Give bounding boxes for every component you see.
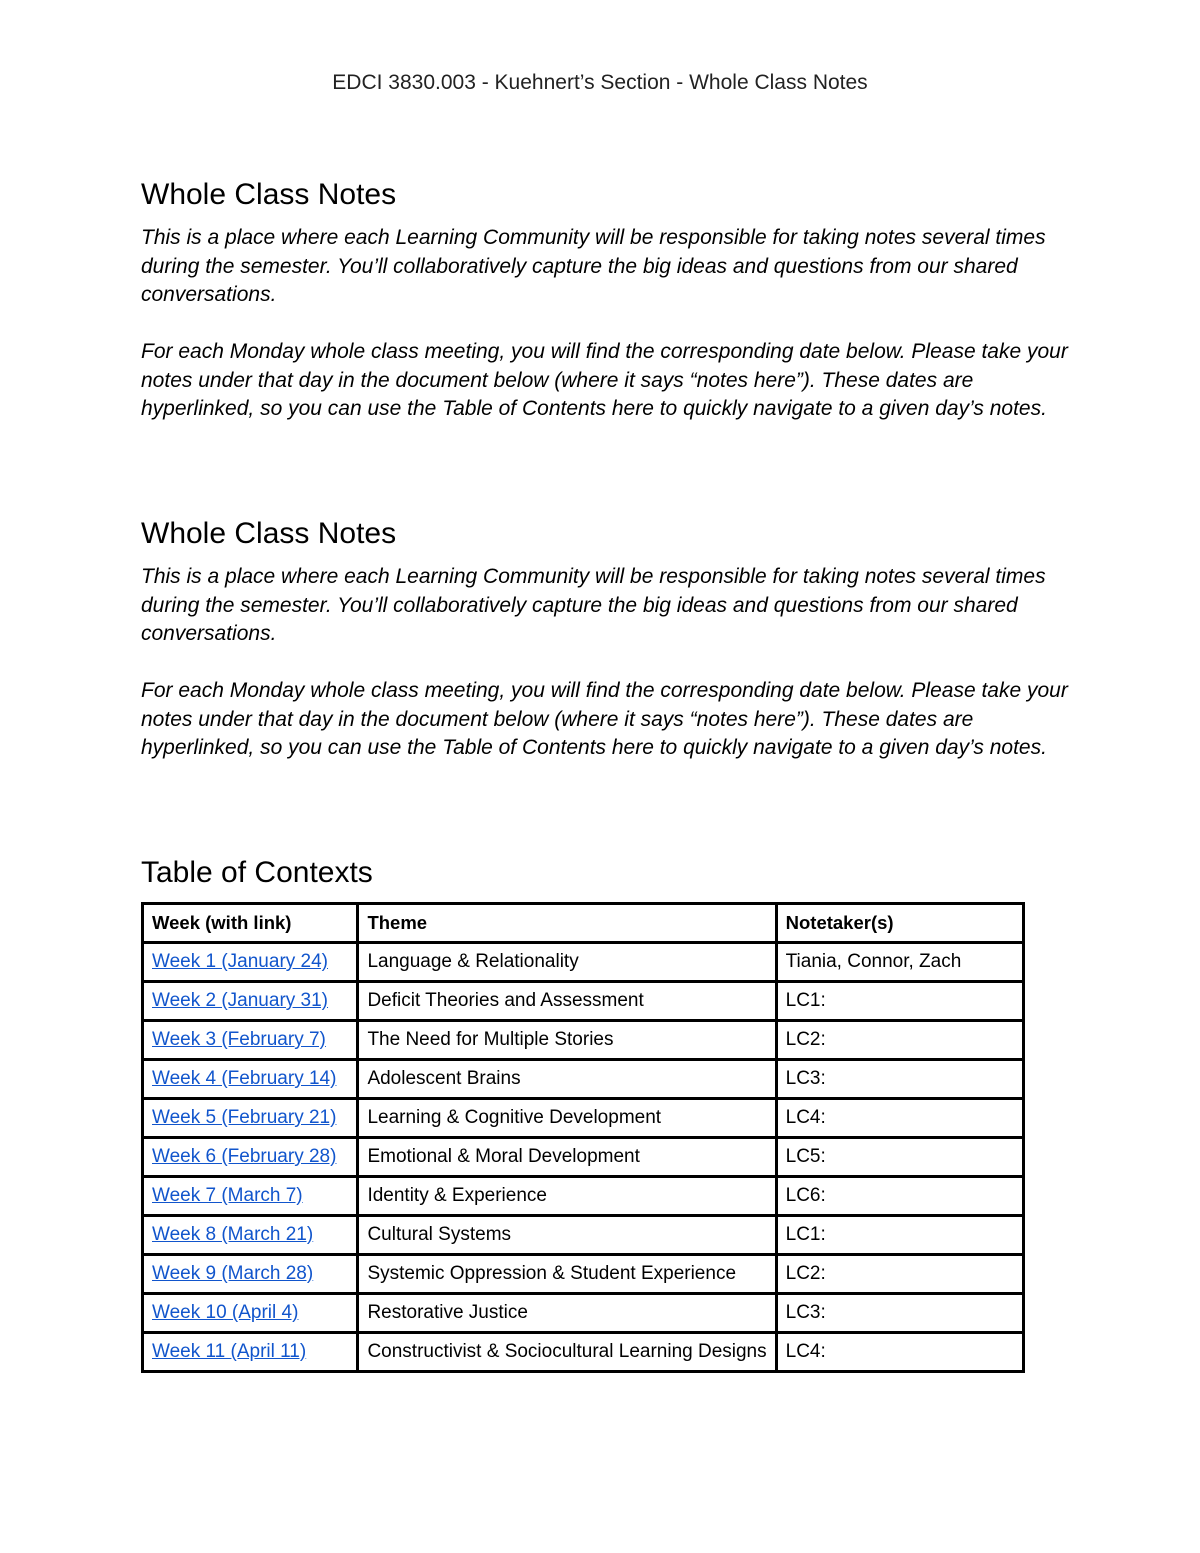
notetakers-cell: LC5: (776, 1138, 1023, 1177)
notetakers-cell: LC4: (776, 1099, 1023, 1138)
whole-class-notes-section-1 (141, 176, 1071, 424)
week-link[interactable]: Week 9 (March 28) (152, 1263, 314, 1284)
intro-paragraph: This is a place where each Learning Community will be responsible for taking notes several times during the semester. You’ll collaboratively capture the big ideas and questions from our shared conversations. (141, 226, 1046, 306)
instructions-paragraph: For each Monday whole class meeting, you will find the corresponding date below. Please take your notes under that day in the document below (where it says “notes here”). These dates are hyperlinked, so you can use the Table of Contents here to quickly navigate to a given day’s notes. (141, 679, 1068, 759)
week-link[interactable]: Week 11 (April 11) (152, 1341, 307, 1362)
notetakers-cell: LC4: (776, 1333, 1023, 1372)
table-row (143, 982, 1024, 1021)
toc-table-body (143, 943, 1024, 1372)
notetakers-cell: LC2: (776, 1021, 1023, 1060)
week-cell (143, 1216, 358, 1255)
week-link[interactable]: Week 1 (January 24) (152, 951, 329, 972)
table-row (143, 1021, 1024, 1060)
week-cell (143, 1138, 358, 1177)
table-row (143, 1138, 1024, 1177)
week-link[interactable]: Week 5 (February 21) (152, 1107, 337, 1128)
column-header-week: Week (with link) (143, 904, 358, 943)
theme-cell: Emotional & Moral Development (358, 1138, 776, 1177)
table-row (143, 1099, 1024, 1138)
notetakers-cell: LC1: (776, 1216, 1023, 1255)
week-cell (143, 1177, 358, 1216)
week-cell (143, 982, 358, 1021)
week-cell (143, 1021, 358, 1060)
instructions-paragraph: For each Monday whole class meeting, you will find the corresponding date below. Please take your notes under that day in the document below (where it says “notes here”). These dates are hyperlinked, so you can use the Table of Contents here to quickly navigate to a given day’s notes. (141, 340, 1068, 420)
theme-cell: Constructivist & Sociocultural Learning Designs (358, 1333, 776, 1372)
whole-class-notes-section-2 (141, 515, 1071, 763)
week-link[interactable]: Week 4 (February 14) (152, 1068, 337, 1089)
theme-cell: Restorative Justice (358, 1294, 776, 1333)
week-cell (143, 1255, 358, 1294)
week-link[interactable]: Week 8 (March 21) (152, 1224, 314, 1245)
table-row (143, 1294, 1024, 1333)
week-link[interactable]: Week 2 (January 31) (152, 990, 329, 1011)
intro-paragraph: This is a place where each Learning Community will be responsible for taking notes several times during the semester. You’ll collaboratively capture the big ideas and questions from our shared conversations. (141, 565, 1046, 645)
table-header-row (143, 904, 1024, 943)
notetakers-cell: Tiania, Connor, Zach (776, 943, 1023, 982)
week-link[interactable]: Week 7 (March 7) (152, 1185, 303, 1206)
section-heading: Whole Class Notes (141, 517, 397, 550)
table-row (143, 943, 1024, 982)
week-cell (143, 1060, 358, 1099)
week-cell (143, 1099, 358, 1138)
table-row (143, 1216, 1024, 1255)
table-row (143, 1060, 1024, 1099)
table-of-contents-section (141, 854, 1071, 1362)
toc-table (141, 902, 1025, 1373)
week-link[interactable]: Week 3 (February 7) (152, 1029, 326, 1050)
week-link[interactable]: Week 10 (April 4) (152, 1302, 299, 1323)
week-cell (143, 1333, 358, 1372)
column-header-notetakers: Notetaker(s) (776, 904, 1023, 943)
theme-cell: Learning & Cognitive Development (358, 1099, 776, 1138)
notetakers-cell: LC3: (776, 1060, 1023, 1099)
table-row (143, 1255, 1024, 1294)
column-header-theme: Theme (358, 904, 776, 943)
notetakers-cell: LC1: (776, 982, 1023, 1021)
theme-cell: Cultural Systems (358, 1216, 776, 1255)
table-row (143, 1177, 1024, 1216)
page-header: EDCI 3830.003 - Kuehnert’s Section - Whole Class Notes (332, 71, 868, 94)
notetakers-cell: LC6: (776, 1177, 1023, 1216)
theme-cell: Deficit Theories and Assessment (358, 982, 776, 1021)
table-row (143, 1333, 1024, 1372)
toc-heading: Table of Contexts (141, 856, 373, 889)
theme-cell: Language & Relationality (358, 943, 776, 982)
notetakers-cell: LC2: (776, 1255, 1023, 1294)
week-link[interactable]: Week 6 (February 28) (152, 1146, 337, 1167)
theme-cell: The Need for Multiple Stories (358, 1021, 776, 1060)
theme-cell: Systemic Oppression & Student Experience (358, 1255, 776, 1294)
week-cell (143, 943, 358, 982)
week-cell (143, 1294, 358, 1333)
theme-cell: Identity & Experience (358, 1177, 776, 1216)
section-heading: Whole Class Notes (141, 178, 397, 211)
theme-cell: Adolescent Brains (358, 1060, 776, 1099)
notetakers-cell: LC3: (776, 1294, 1023, 1333)
